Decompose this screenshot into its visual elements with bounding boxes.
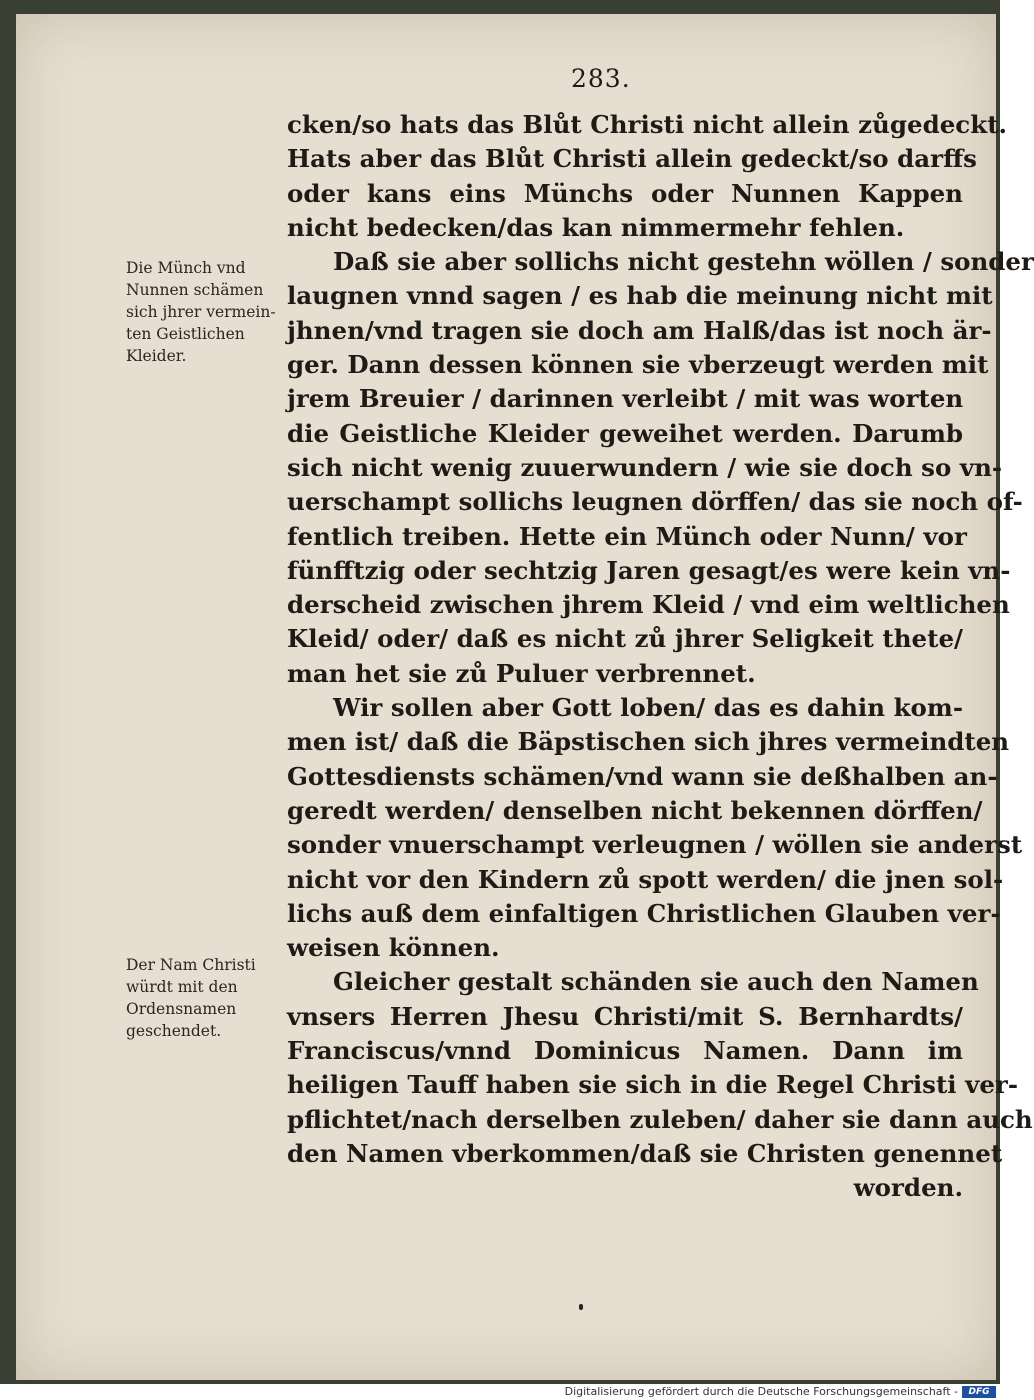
text-line: Gottesdiensts schämen/vnd wann sie deßhalben an-: [287, 761, 998, 791]
marginal-note-line: ten Geistlichen: [126, 325, 245, 343]
text-line: jhnen/vnd tragen sie doch am Halß/das ist noch är-: [287, 315, 992, 345]
text-line: fünfftzig oder sechtzig Jaren gesagt/es were kein vn-: [287, 555, 1011, 585]
text-line: Daß sie aber sollichs nicht gestehn wöllen / sonder: [333, 247, 1034, 277]
text-line: oder kans eins Münchs oder Nunnen Kappen: [287, 178, 963, 208]
marginal-note-1: [126, 257, 298, 367]
text-line: jrem Breuier / darinnen verleibt / mit was worten: [287, 384, 964, 414]
book-page: [16, 14, 1034, 1380]
marginal-note-line: Ordensnamen: [126, 1000, 237, 1018]
catchword: worden.: [853, 1173, 963, 1203]
text-line: nicht bedecken/das kan nimmermehr fehlen.: [287, 212, 905, 242]
text-line: lichs auß dem einfaltigen Christlichen Glauben ver-: [287, 898, 1001, 928]
text-line: die Geistliche Kleider geweihet werden. Darumb: [287, 418, 963, 448]
text-line: Kleid/ oder/ daß es nicht zů jhrer Seligkeit thete/: [287, 624, 963, 654]
marginal-note-line: Nunnen schämen: [126, 281, 264, 299]
marginal-note-line: Der Nam Christi: [126, 956, 256, 974]
marginal-note-line: sich jhrer vermein-: [126, 303, 276, 321]
marginal-note-line: würdt mit den: [126, 978, 238, 996]
text-line: vnsers Herren Jhesu Christi/mit S. Bernhardts/: [287, 1001, 963, 1031]
funding-credit: Digitalisierung gefördert durch die Deutsche Forschungsgemeinschaft -: [564, 1385, 958, 1398]
text-line: Gleicher gestalt schänden sie auch den Namen: [333, 967, 979, 997]
text-line: heiligen Tauff haben sie sich in die Regel Christi ver-: [287, 1070, 1019, 1100]
text-line: Wir sollen aber Gott loben/ das es dahin kom-: [333, 693, 963, 723]
text-line: man het sie zů Puluer verbrennet.: [287, 658, 756, 688]
text-line: fentlich treiben. Hette ein Münch oder Nunn/ vor: [287, 521, 967, 551]
text-line: cken/so hats das Blůt Christi nicht allein zůgedeckt.: [287, 110, 1008, 139]
marginal-note-line: geschendet.: [126, 1022, 222, 1040]
text-line: pflichtet/nach derselben zuleben/ daher sie dann auch: [287, 1104, 1033, 1134]
text-line: Hats aber das Blůt Christi allein gedeckt/so darffs: [287, 144, 977, 174]
text-line: laugnen vnnd sagen / es hab die meinung nicht mit: [287, 281, 993, 311]
ink-speck: [579, 1304, 583, 1310]
page-number: 283.: [571, 64, 631, 93]
text-line: Franciscus/vnnd Dominicus Namen. Dann im: [287, 1036, 963, 1066]
marginal-note-line: Die Münch vnd: [126, 259, 246, 277]
footer-bar: [0, 1384, 1000, 1400]
dfg-logo-icon[interactable]: DFG: [962, 1386, 996, 1398]
text-line: weisen können.: [287, 933, 500, 963]
text-line: sich nicht wenig zuuerwundern / wie sie doch so vn-: [287, 452, 1003, 482]
text-line: ger. Dann dessen können sie vberzeugt werden mit: [287, 350, 989, 380]
text-line: geredt werden/ denselben nicht bekennen dörffen/: [287, 795, 983, 825]
marginal-note-line: Kleider.: [126, 347, 187, 365]
text-line: men ist/ daß die Bäpstischen sich jhres vermeindten: [287, 727, 1010, 757]
text-line: nicht vor den Kindern zů spott werden/ die jnen sol-: [287, 864, 1004, 894]
main-text-block: [287, 108, 1034, 1206]
text-line: derscheid zwischen jhrem Kleid / vnd eim weltlichen: [287, 590, 1010, 620]
text-line: den Namen vberkommen/daß sie Christen genennet: [287, 1138, 1003, 1168]
marginal-note-2: [126, 954, 298, 1042]
text-line: sonder vnuerschampt verleugnen / wöllen sie anderst: [287, 830, 1023, 860]
text-line: uerschampt sollichs leugnen dörffen/ das sie noch of-: [287, 487, 1023, 517]
